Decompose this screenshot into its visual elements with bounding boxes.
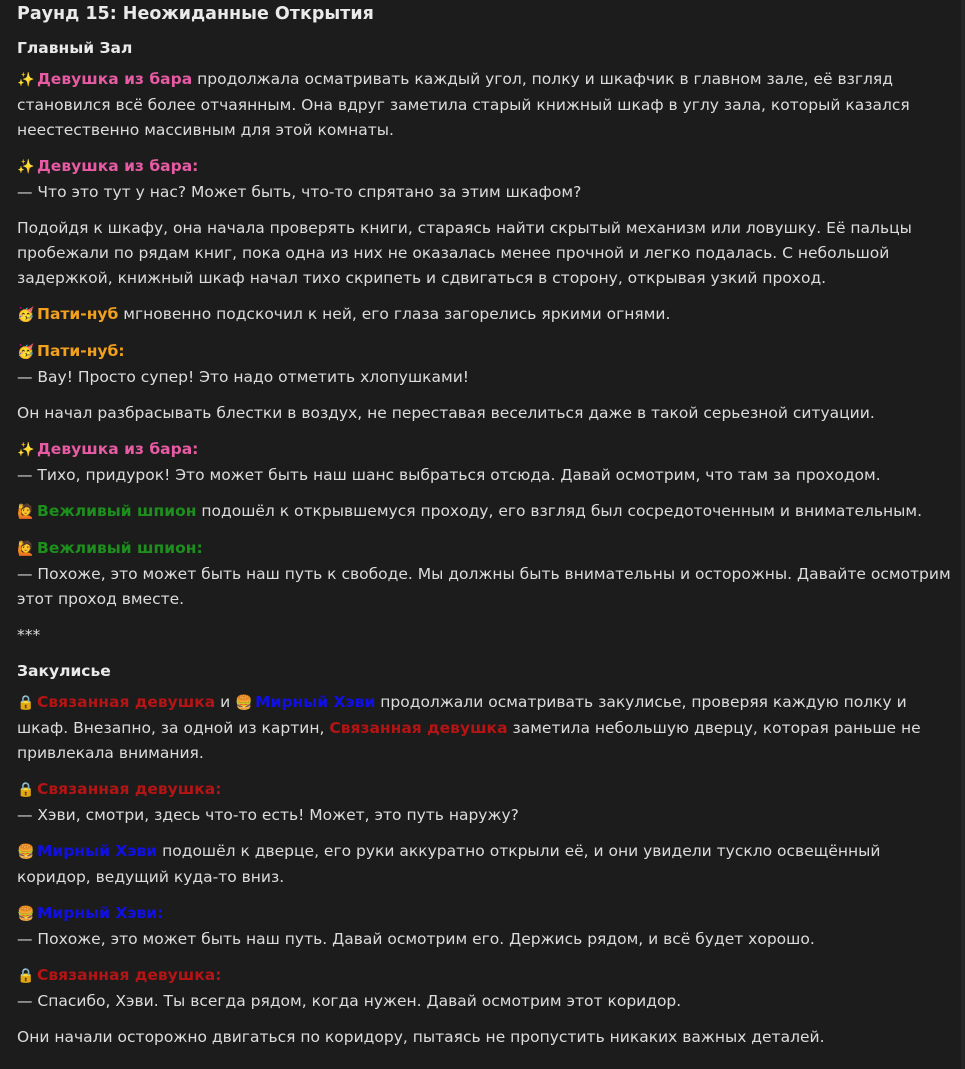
raising-hand-person-icon: 🙋 — [17, 504, 35, 520]
narration-text: Подойдя к шкафу, она начала проверять книги, стараясь найти скрытый механизм или ловушку. Её пальцы — [17, 219, 912, 237]
narration-paragraph — [17, 216, 965, 291]
speaker-colon: : — [196, 539, 203, 557]
party-face-icon: 🥳 — [17, 307, 35, 323]
narration-text: заметила небольшую дверцу, которая раньше не — [512, 719, 921, 737]
speaker-colon: : — [192, 157, 199, 175]
burger-icon: 🍔 — [235, 695, 253, 711]
speaker-name: Девушка из бара — [37, 440, 193, 458]
sparkles-icon: ✨ — [17, 442, 35, 458]
narration-paragraph — [17, 690, 965, 766]
section-heading-hall: Главный Зал — [17, 39, 133, 57]
speaker-name: Пати-нуб — [37, 342, 119, 360]
narration-text: Он начал разбрасывать блестки в воздух, не переставая веселиться даже в такой серьезной ситуации. — [17, 404, 875, 422]
narration-paragraph — [17, 499, 965, 525]
narration-text: неестественно массивным для этой комнаты. — [17, 121, 394, 139]
character-name: Мирный Хэви — [255, 693, 376, 711]
character-name: Мирный Хэви — [37, 842, 158, 860]
narration-paragraph — [17, 401, 965, 426]
speaker-name: Мирный Хэви — [37, 904, 158, 922]
dialogue-text: — Вау! Просто супер! Это надо отметить хлопушками! — [17, 368, 470, 386]
narration-text: задержкой, книжный шкаф начал тихо скрипеть и сдвигаться в сторону, открывая узкий проход. — [17, 269, 827, 287]
speaker-name: Девушка из бара — [37, 157, 193, 175]
sparkles-icon: ✨ — [17, 159, 35, 175]
lock-icon: 🔒 — [17, 695, 35, 711]
round-title: Раунд 15: Неожиданные Открытия — [17, 4, 374, 24]
party-face-icon: 🥳 — [17, 344, 35, 360]
dialogue-block — [17, 437, 965, 488]
narration-text: становился всё более отчаянным. Она вдруг заметила старый книжный шкаф в углу зала, который казался — [17, 96, 910, 114]
speaker-colon: : — [215, 966, 222, 984]
dialogue-block — [17, 154, 965, 205]
dialogue-text: — Хэви, смотри, здесь что-то есть! Может, это путь наружу? — [17, 806, 519, 824]
character-name: Вежливый шпион — [37, 502, 197, 520]
narration-text: привлекала внимания. — [17, 744, 204, 762]
narration-text: подошёл к дверце, его руки аккуратно открыли её, и они увидели тускло освещённый — [162, 842, 881, 860]
narration-text: пробежали по рядам книг, пока одна из них не оказалась менее прочной и легко подалась. С небольшой — [17, 244, 890, 262]
speaker-name: Вежливый шпион — [37, 539, 197, 557]
dialogue-text: — Спасибо, Хэви. Ты всегда рядом, когда нужен. Давай осмотрим этот коридор. — [17, 992, 682, 1010]
dialogue-text: — Похоже, это может быть наш путь. Давай осмотрим его. Держись рядом, и всё будет хорошо. — [17, 930, 815, 948]
lock-icon: 🔒 — [17, 968, 35, 984]
narration-paragraph — [17, 839, 965, 890]
dialogue-block — [17, 536, 965, 612]
dialogue-block — [17, 901, 965, 952]
lock-icon: 🔒 — [17, 782, 35, 798]
character-name: Пати-нуб — [37, 305, 119, 323]
separator-text: *** — [17, 626, 41, 644]
narration-paragraph — [17, 67, 965, 143]
dialogue-text: — Тихо, придурок! Это может быть наш шанс выбраться отсюда. Давай осмотрим, что там за проходом. — [17, 466, 881, 484]
narration-text: Они начали осторожно двигаться по коридору, пытаясь не пропустить никаких важных деталей. — [17, 1028, 825, 1046]
chat-message — [17, 0, 965, 1050]
burger-icon: 🍔 — [17, 906, 35, 922]
dialogue-text: — Похоже, это может быть наш путь к свободе. Мы должны быть внимательны и осторожны. Давайте осмотрим — [17, 565, 951, 583]
speaker-colon: : — [118, 342, 125, 360]
character-name: Связанная девушка — [37, 693, 216, 711]
narration-text: мгновенно подскочил к ней, его глаза загорелись яркими огнями. — [123, 305, 671, 323]
narration-paragraph — [17, 1025, 965, 1050]
speaker-colon: : — [215, 780, 222, 798]
sparkles-icon: ✨ — [17, 72, 35, 88]
conjunction-text: и — [220, 693, 231, 711]
speaker-name: Связанная девушка — [37, 966, 216, 984]
section-heading-backstage: Закулисье — [17, 662, 111, 680]
raising-hand-person-icon: 🙋 — [17, 541, 35, 557]
dialogue-text: — Что это тут у нас? Может быть, что-то спрятано за этим шкафом? — [17, 183, 582, 201]
speaker-colon: : — [157, 904, 164, 922]
burger-icon: 🍔 — [17, 844, 35, 860]
character-name: Связанная девушка — [329, 719, 508, 737]
narration-paragraph — [17, 302, 965, 328]
dialogue-text: этот проход вместе. — [17, 590, 185, 608]
dialogue-block — [17, 777, 965, 828]
speaker-name: Связанная девушка — [37, 780, 216, 798]
dialogue-block — [17, 963, 965, 1014]
narration-text: подошёл к открывшемуся проходу, его взгляд был сосредоточенным и внимательным. — [201, 502, 923, 520]
speaker-colon: : — [192, 440, 199, 458]
narration-text: продолжала осматривать каждый угол, полку и шкафчик в главном зале, её взгляд — [197, 70, 893, 88]
dialogue-block — [17, 339, 965, 390]
character-name: Девушка из бара — [37, 70, 193, 88]
narration-text: коридор, ведущий куда-то вниз. — [17, 868, 285, 886]
narration-text: продолжали осматривать закулисье, проверяя каждую полку и — [380, 693, 907, 711]
section-separator — [17, 623, 965, 648]
narration-text: шкаф. Внезапно, за одной из картин, — [17, 719, 325, 737]
